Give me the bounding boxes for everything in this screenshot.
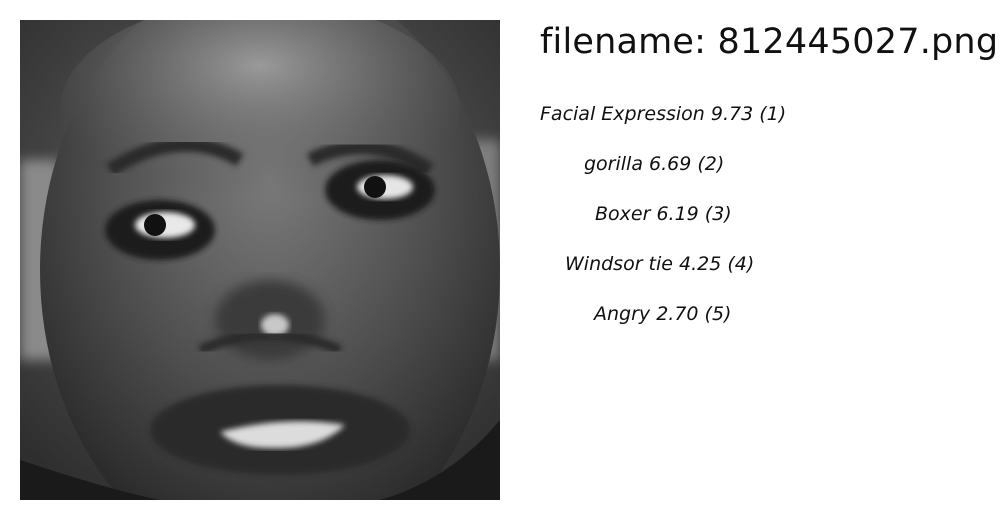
face-photo [20, 20, 500, 500]
prediction-1: Facial Expression 9.73 (1) [540, 103, 787, 125]
filename-title: filename: 812445027.png [540, 22, 999, 62]
face-photo-drawing [20, 20, 500, 500]
prediction-4: Windsor tie 4.25 (4) [565, 253, 755, 275]
prediction-3: Boxer 6.19 (3) [595, 203, 732, 225]
prediction-2: gorilla 6.69 (2) [584, 153, 725, 175]
prediction-5: Angry 2.70 (5) [594, 303, 732, 325]
